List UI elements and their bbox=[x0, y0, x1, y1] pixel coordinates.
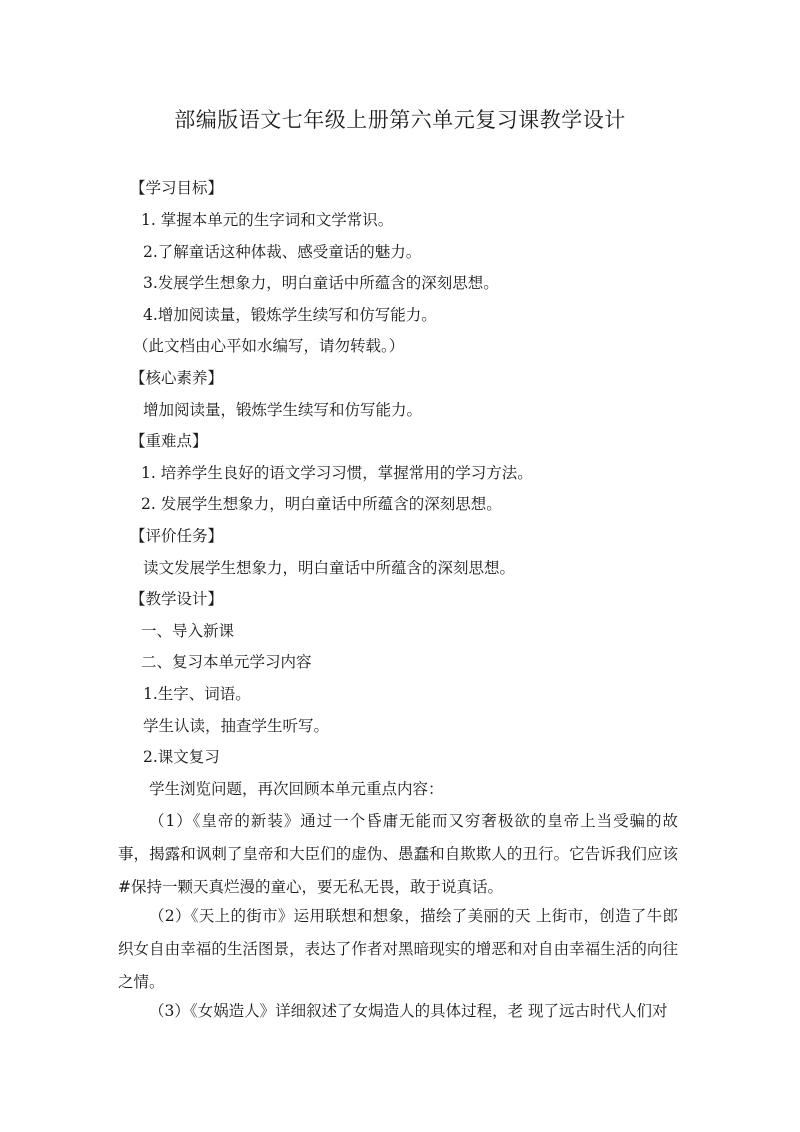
key-heading: 【重难点】 bbox=[130, 432, 208, 450]
core-heading: 【核心素养】 bbox=[130, 369, 224, 387]
copyright-note: （此文档由心平如水编写，请勿转载。） bbox=[133, 337, 405, 355]
sub-heading: 2.课文复习 bbox=[143, 748, 220, 766]
review-paragraph: （2）《天上的街市》运用联想和想象，描绘了美丽的天 上街市，创造了牛郎织女自由幸福的生活图景，表达了作者对黑暗现实的增恶和对自由幸福生活的向往之情。 bbox=[118, 907, 678, 991]
core-text: 增加阅读量，锻炼学生续写和仿写能力。 bbox=[143, 401, 423, 419]
step-heading: 二、复习本单元学习内容 bbox=[141, 653, 312, 671]
objective-item: 2.了解童话这种体裁、感受童话的魅力。 bbox=[143, 243, 422, 261]
review-paragraph: （3）《女娲造人》详细叙述了女焗造人的具体过程，老 现了远古时代人们对 bbox=[149, 1002, 668, 1020]
key-point: 1. 培养学生良好的语文学习习惯，掌握常用的学习方法。 bbox=[141, 464, 533, 482]
objective-item: 1. 掌握本单元的生字词和文学常识。 bbox=[141, 211, 394, 229]
document-title: 部编版语文七年级上册第六单元复习课教学设计 bbox=[174, 108, 626, 132]
objectives-heading: 【学习目标】 bbox=[130, 179, 224, 197]
sub-text: 学生浏览问题，再次回顾本单元重点内容： bbox=[149, 780, 444, 798]
step-heading: 一、导入新课 bbox=[141, 622, 235, 640]
eval-heading: 【评价任务】 bbox=[130, 527, 224, 545]
sub-text: 学生认读，抽查学生听写。 bbox=[143, 717, 330, 735]
eval-text: 读文发展学生想象力，明白童话中所蕴含的深刻思想。 bbox=[143, 559, 516, 577]
objective-item: 3.发展学生想象力，明白童话中所蕴含的深刻思想。 bbox=[143, 274, 499, 292]
sub-heading: 1.生字、词语。 bbox=[143, 685, 251, 703]
key-point: 2. 发展学生想象力，明白童话中所蕴含的深刻思想。 bbox=[141, 495, 502, 513]
objective-item: 4.增加阅读量，锻炼学生续写和仿写能力。 bbox=[143, 306, 437, 324]
design-heading: 【教学设计】 bbox=[130, 590, 224, 608]
review-paragraph: （1）《皇帝的新装》通过一个昏庸无能而又穷奢极欲的皇帝上当受骗的故事，揭露和讽刺了皇帝和大臣们的虚伪、愚蠢和自欺欺人的丑行。它告诉我们应该#保持一颗天真烂漫的童心，要无私无畏，敢于说真话。 bbox=[118, 812, 678, 896]
